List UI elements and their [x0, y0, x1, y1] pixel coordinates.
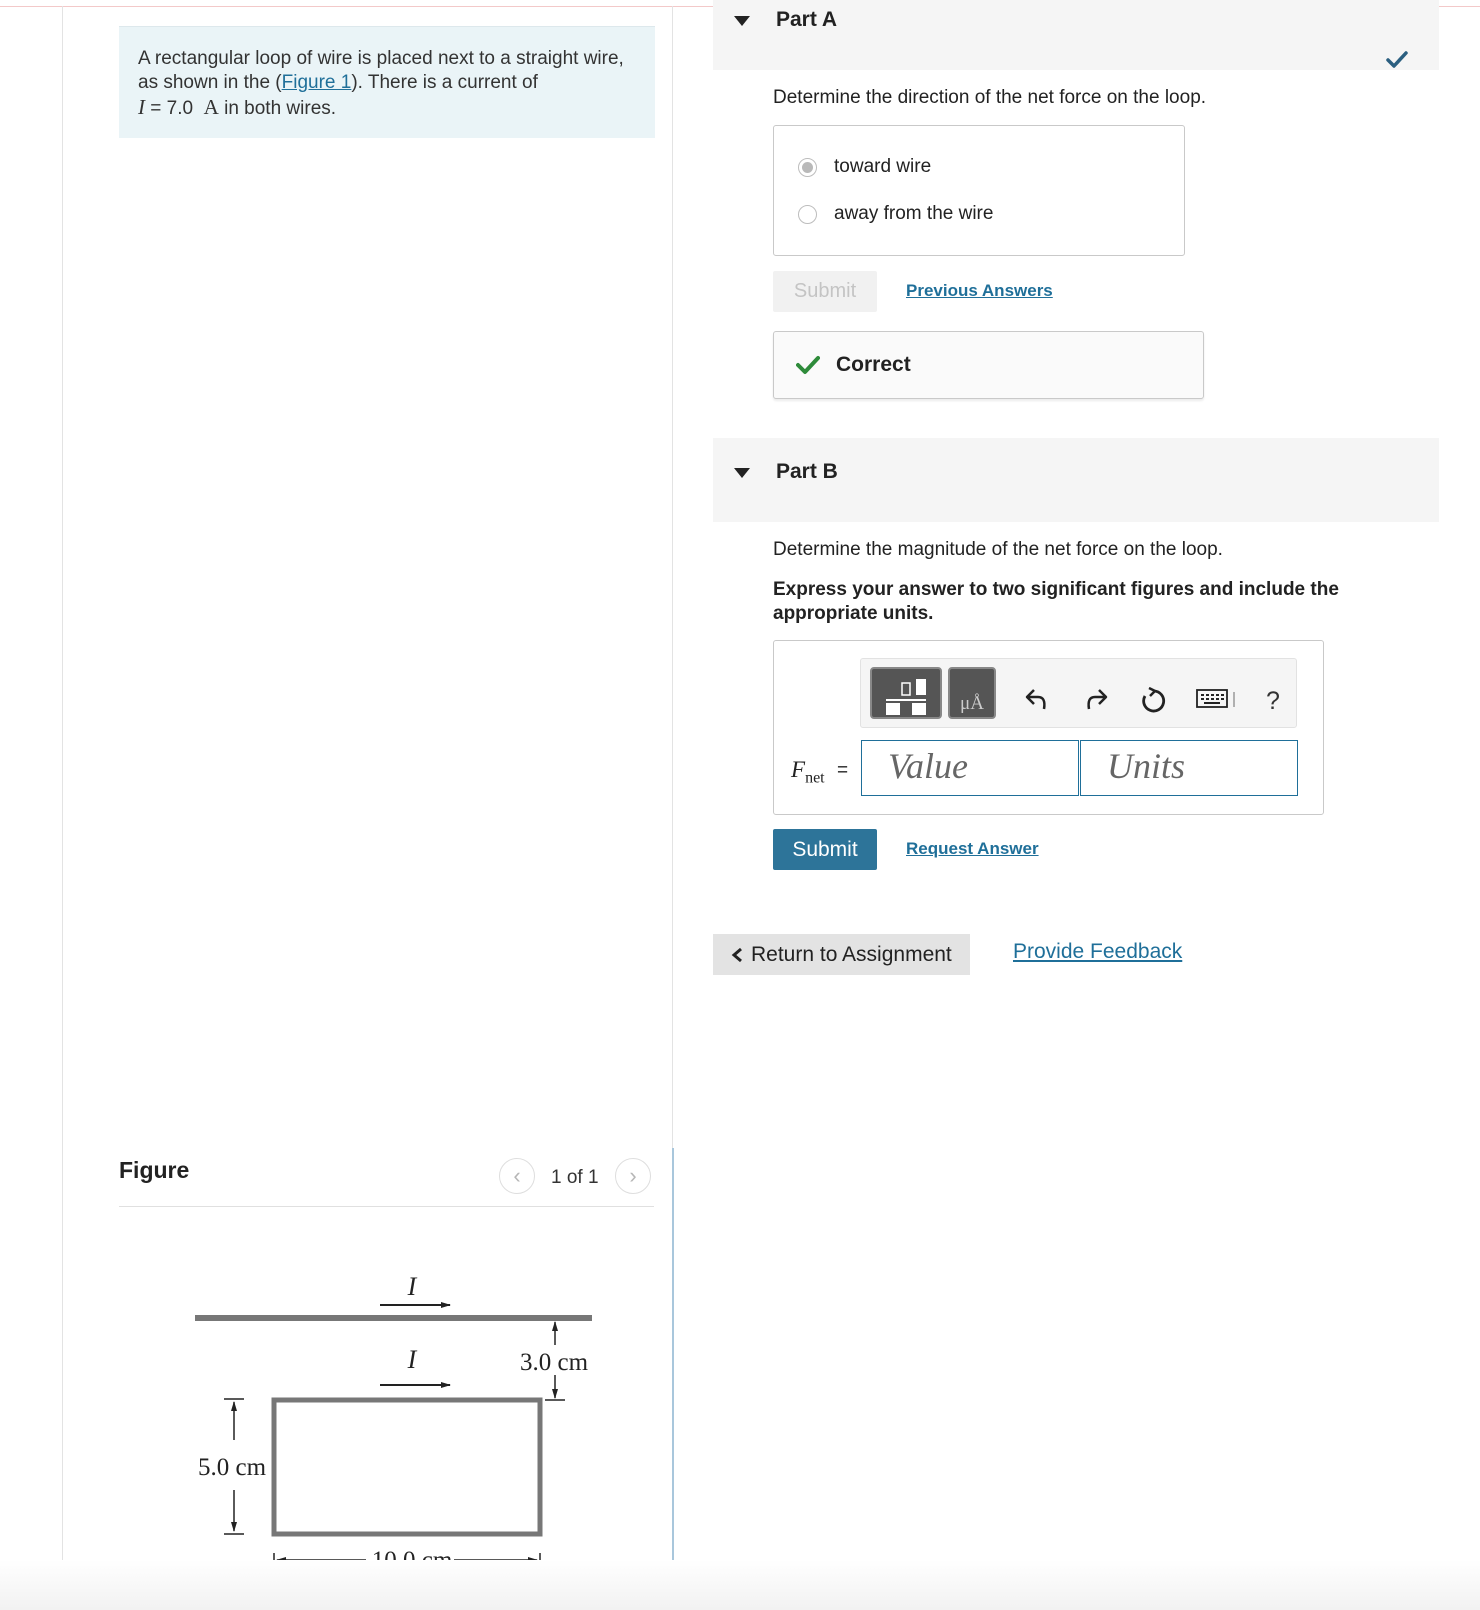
current-label-top: I	[407, 1272, 417, 1301]
part-b-submit-button[interactable]: Submit	[773, 829, 877, 870]
figure-prev-button[interactable]	[499, 1158, 535, 1194]
left-border	[62, 6, 63, 1610]
figure-pager-text: 1 of 1	[551, 1167, 599, 1188]
checkmark-icon	[1386, 50, 1408, 70]
help-button[interactable]: ?	[1266, 687, 1280, 715]
templates-button[interactable]	[870, 667, 942, 719]
keyboard-icon[interactable]	[1196, 687, 1238, 709]
figure-link[interactable]: Figure 1	[281, 72, 352, 93]
figure-next-button[interactable]	[615, 1158, 651, 1194]
request-answer-link[interactable]: Request Answer	[906, 839, 1039, 858]
units-input[interactable]: Units	[1080, 740, 1298, 796]
part-b-question: Determine the magnitude of the net force on the loop.	[773, 539, 1223, 560]
bottom-fade	[0, 1560, 1480, 1610]
caret-down-icon	[734, 16, 750, 26]
intro-text-end: in both wires.	[224, 98, 337, 119]
check-icon	[796, 355, 820, 375]
figure-title: Figure	[119, 1157, 190, 1183]
radio-selected[interactable]	[798, 158, 817, 177]
correct-feedback	[773, 331, 1204, 399]
gap-label: 3.0 cm	[519, 1349, 589, 1376]
return-label: Return to Assignment	[751, 943, 952, 966]
previous-answers-link[interactable]: Previous Answers	[906, 281, 1053, 300]
answer-box	[773, 640, 1324, 815]
problem-intro	[119, 26, 655, 138]
correct-text: Correct	[836, 353, 911, 376]
return-to-assignment-button[interactable]	[713, 934, 970, 975]
variable-symbol: F	[791, 757, 806, 782]
radio-unselected[interactable]	[798, 205, 817, 224]
part-a-header[interactable]	[713, 0, 1439, 70]
chevron-right-icon: ›	[629, 1163, 637, 1188]
choice-label: toward wire	[834, 156, 932, 177]
chevron-left-icon	[731, 947, 743, 963]
templates-icon	[872, 669, 940, 717]
part-b-header[interactable]	[713, 438, 1439, 522]
intro-text-before: A rectangular loop of wire is placed next to a straight wire, as shown in the (	[138, 48, 624, 93]
wire-loop-figure	[180, 1265, 610, 1575]
part-a-title: Part A	[776, 8, 838, 31]
part-a-choices	[773, 125, 1185, 256]
part-a-question: Determine the direction of the net force on the loop.	[773, 87, 1207, 108]
variable-label	[791, 757, 825, 788]
reset-icon[interactable]	[1140, 687, 1168, 715]
intro-text-after: ). There is a current of	[351, 72, 538, 93]
variable-subscript: net	[805, 769, 825, 787]
units-button[interactable]: μÅ	[948, 667, 996, 719]
rectangular-loop	[274, 1400, 540, 1534]
part-b-instructions: Express your answer to two significant figures and include the appropriate units.	[773, 579, 1339, 624]
current-symbol: I	[138, 95, 145, 119]
current-value: = 7.0	[150, 98, 194, 119]
choice-label: away from the wire	[834, 203, 994, 224]
height-label: 5.0 cm	[197, 1454, 267, 1481]
choice-away-from-wire[interactable]	[798, 203, 993, 225]
equals-sign: =	[837, 760, 849, 781]
column-divider-highlight	[672, 1148, 674, 1610]
figure-divider	[119, 1206, 654, 1207]
chevron-left-icon: ‹	[513, 1163, 521, 1188]
part-b-title: Part B	[776, 460, 838, 483]
current-unit: A	[203, 95, 219, 119]
part-a-submit-button: Submit	[773, 271, 877, 312]
choice-toward-wire[interactable]	[798, 156, 931, 178]
redo-icon[interactable]	[1083, 687, 1109, 711]
caret-down-icon	[734, 468, 750, 478]
current-label-loop: I	[407, 1345, 417, 1374]
provide-feedback-link[interactable]: Provide Feedback	[1013, 940, 1183, 963]
value-input[interactable]: Value	[861, 740, 1079, 796]
undo-icon[interactable]	[1024, 687, 1050, 711]
math-toolbar	[860, 658, 1297, 728]
